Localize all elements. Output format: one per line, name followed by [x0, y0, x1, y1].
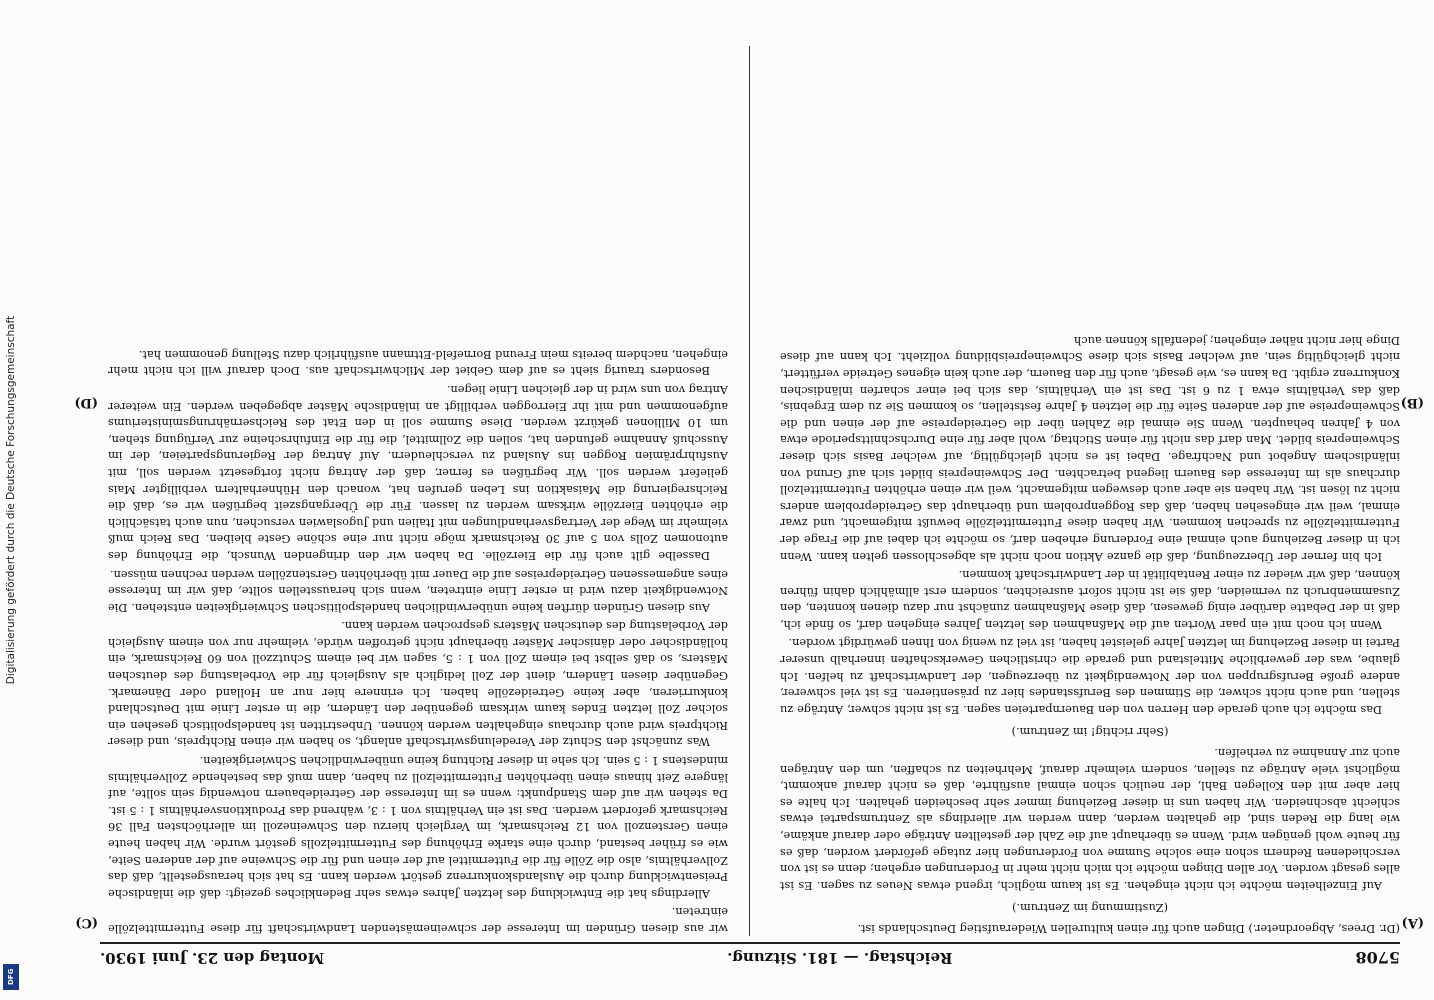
margin-mark-b: (B)	[1400, 395, 1424, 410]
margin-mark-c: (C)	[75, 915, 98, 930]
paragraph: wir aus diesen Gründen im Interesse der schweinemästenden Landwirtschaft für diese Futtermittelzölle eintreten.	[108, 905, 728, 935]
page-header	[100, 946, 1400, 970]
rotated-print-sheet	[74, 40, 1424, 970]
paragraph: Dasselbe gilt auch für die Eierzölle. Da haben wir den dringenden Wunsch, die Erhöhung des autonomen Zolls von 5 auf 30 Reichsmark möge nicht nur eine schöne Geste bleiben. Das Reich muß vielmehr im Wege der Vertragsverhandlungen mit Italien und Jugoslawien versuchen, nun auch tatsächlich die erhöhten Eierzölle wirksam werden zu lassen. Für die Übergangszeit begrüßen wir es, daß die Reichsregierung die Maisaktion ins Leben gerufen hat, wonach den Hühnerhaltern verbilligter Mais geliefert werden soll. Wir begrüßen es ferner, daß der Antrag nicht fortgesetzt werden soll, mit Ausfuhrprämien Roggen ins Ausland zu verschleudern. Auf Antrag der Regierungsparteien, der im Ausschuß Annahme gefunden hat, sollen die Zollmittel, die für die Einfuhrscheine zur Verfügung stehen, um 10 Millionen gekürzt werden. Diese Summe soll in den Etat des Reichsernährungsministeriums aufgenommen und mit ihr Eierroggen verbilligt an inländische Mäster abgegeben werden. Ein weiterer Antrag von uns wird in der gleichen Linie liegen.	[108, 383, 728, 562]
digitization-credit	[0, 20, 22, 980]
session-date: Montag den 23. Juni 1930.	[100, 949, 325, 967]
header-rule	[100, 942, 1400, 944]
paragraph: Ich bin ferner der Überzeugung, daß die ganze Aktion noch nicht als abgeschlossen gelten kann. Wenn ich in dieser Beziehung auch einmal eine Forderung erheben darf, so möchte ich dabei auf die Frage der Futtermittelzölle zu sprechen kommen. Wir haben diese Futtermittelzölle bewußt mitgemacht, und zwar einmal, weil wir eingesehen haben, daß das Roggenproblem und überhaupt das Getreideproblem anders nicht zu lösen ist. Wir haben sie aber auch deswegen mitgemacht, weil wir einen erhöhten Futtermittelzoll durchaus als im Interesse des Bauern liegend betrachten. Der Schweinepreis bildet sich auf Grund von inländischem Angebot und Nachfrage. Dabei ist es nicht gleichgültig, auf welcher Basis sich dieser Schweinepreis bildet. Man darf das nicht für einen Stichtag, wohl aber für eine Durchschnittsperiode etwa von 4 Jahren behaupten. Wenn Sie einmal die Zahlen über die Getreidepreise auf der einen und die Schweinepreise auf der anderen Seite für die letzten 4 Jahre feststellen, so kommen Sie zu dem Ergebnis, daß das Verhältnis etwa 1 zu 6 ist. Das ist ein Verhältnis, das sich bei einer scharfen inländischen Konkurrenz ergibt. Da kann es, wie gesagt, auch für den Bauern, der auch kein eigenes Getreide verfüttert, nicht gleichgültig sein, auf welcher Basis sich diese Schweinepreisbildung vollzieht. Ich kann auf diese Dinge hier nicht näher eingehen; jedenfalls können auch	[780, 333, 1400, 563]
margin-mark-a: (A)	[1401, 915, 1424, 930]
interjection: (Sehr richtig! im Zentrum.)	[1011, 725, 1169, 739]
page-number: 5708	[1355, 948, 1400, 968]
column-divider	[749, 46, 750, 936]
right-column	[108, 46, 728, 936]
interjection: (Zustimmung im Zentrum.)	[1012, 901, 1168, 915]
paragraph: Was zunächst den Schutz der Veredelungswirtschaft anlangt, so haben wir einen Richtpreis, und dieser Richtpreis wird auch durchaus eingehalten werden können. Unbestritten ist handelspolitisch gesehen ein solcher Zoll letzten Endes kaum wirksam gegenüber den Ländern, die in erster Linie mit Deutschland konkurrieren, aber keine Getreidezölle haben. Ich erinnere hier nur an Holland oder Dänemark. Gegenüber diesen Ländern, dient der Zoll lediglich als Ausgleich für die Vorbelastung des deutschen Mästers, so daß selbst bei einem Zoll von 1 : 5, sagen wir bei einem Schutzzoll von 60 Reichsmark, ein holländischer oder dänischer Mäster überhaupt nicht getroffen würde, vielmehr nur von einem Ausgleich der Vorbelastung des deutschen Mästers gesprochen werden kann.	[108, 619, 728, 749]
dfg-logo: DFG	[3, 964, 19, 990]
paragraph: Auf Einzelheiten möchte ich nicht eingehen. Es ist kaum möglich, irgend etwas Neues zu sagen. Es ist alles gesagt worden. Vor allen Dingen möchte ich mich nicht mehr in Forderungen ergehen; denn es ist von verschiedenen Rednern schon eine solche Summe von Forderungen hier zutage gefördert worden, daß es für heute wohl genügen wird. Wenn es überhaupt auf die Zahl der gestellten Anträge oder darauf ankäme, wie lang die Reden sind, die gehalten werden, dann werden wir allerdings als Zentrumspartei etwas schlecht abschneiden. Wir haben uns in dieser Beziehung immer sehr bescheiden gehalten. Ich halte es hier aber mit den Kollegen Bahl, der neulich schon einmal ausführte, daß es nicht darauf ankommt, möglichst viele Anträge zu stellen, sondern vielmehr darauf, Mehrheiten zu schaffen, um den Anträgen auch zur Annahme zu verhelfen.	[780, 746, 1400, 892]
paragraph: Allerdings hat die Entwicklung des letzten Jahres etwas sehr Bedenkliches gezeigt: daß die inländische Preisentwicklung durch die Auslandskonkurrenz gestört werden kann. Es hat sich herausgestellt, daß das Zollverhältnis, also die Zölle für die Futtermittel auf der einen und für die Schweine auf der anderen Seite, wie es früher bestand, durch eine starke Erhöhung des Futtermittelzolls gestört wurde. Wir haben heute einen Gerstenzoll von 12 Reichsmark, im Vergleich hierzu den Schweinezoll im allerhöchsten Fall 36 Reichsmark gefordert werden. Das ist ein Verhältnis von 1 : 3, während das Produktionsverhältnis 1 : 5 ist. Da stehen wir auf dem Standpunkt: wenn es im Interesse der Getreidebauern notwendig sein sollte, auf längere Zeit hinaus einen überhöhten Futtermittelzoll zu haben, dann muß das bestehende Zollverhältnis mindestens 1 : 5 sein. Ich sehe in dieser Richtung keine unüberwindlichen Schwierigkeiten.	[108, 754, 728, 900]
paragraph: Wenn ich noch mit ein paar Worten auf die Maßnahmen des letzten Jahres eingehen darf, so finde ich, daß in der Debatte darüber einig gewesen, daß diese Maßnahmen zunächst nur dazu dienen konnten, den Zusammenbruch zu vermeiden, daß sie ist nicht sofort ausreichten, sondern erst allmählich dahin führen können, daß wir wieder zu einer Rentabilität in der Landwirtschaft kommen.	[780, 568, 1400, 631]
paragraph: (Dr. Drees, Abgeordneter.) Dingen auch für einen kulturellen Wiederaufstieg Deutschlands ist.	[857, 922, 1400, 935]
digitization-credit-text: Digitalisierung gefördert durch die Deutsche Forschungsgemeinschaft	[5, 315, 18, 685]
left-column	[780, 46, 1400, 936]
paragraph: Das möchte ich auch gerade den Herren von den Bauernparteien sagen. Es ist nicht schwer, Anträge zu stellen, und auch nicht schwer, die Stimmen des Berufsstandes hier zu präsentieren. Es ist viel schwerer, andere große Berufsgruppen von der Notwendigkeit zu überzeugen, der Landwirtschaft zu helfen. Ich glaube, was der gewerbliche Mittelstand und gerade die christlichen Gewerkschaften innerhalb unserer Partei in dieser Beziehung im letzten Jahre geleistet haben, ist viel zu wenig von Ihnen gewürdigt worden.	[780, 636, 1400, 716]
margin-mark-d: (D)	[74, 395, 98, 410]
paragraph: Aus diesen Gründen dürften keine unüberwindlichen handelspolitischen Schwierigkeiten entstehen. Die Notwendigkeit dazu wird in erster Linie eintreten, wenn sich herausstellen sollte, daß wir im Interesse eines angemessenen Getreidepreises auf die Dauer mit überhöhten Gerstenzöllen werden rechnen müssen.	[108, 567, 728, 614]
paragraph: Besonders traurig sieht es auf dem Gebiet der Milchwirtschaft aus. Doch darauf will ich nicht mehr eingehen, nachdem bereits mein Freund Bornefeld-Ettmann ausführlich dazu Stellung genommen hat.	[108, 347, 728, 378]
session-title: Reichstag. — 181. Sitzung.	[727, 949, 953, 967]
